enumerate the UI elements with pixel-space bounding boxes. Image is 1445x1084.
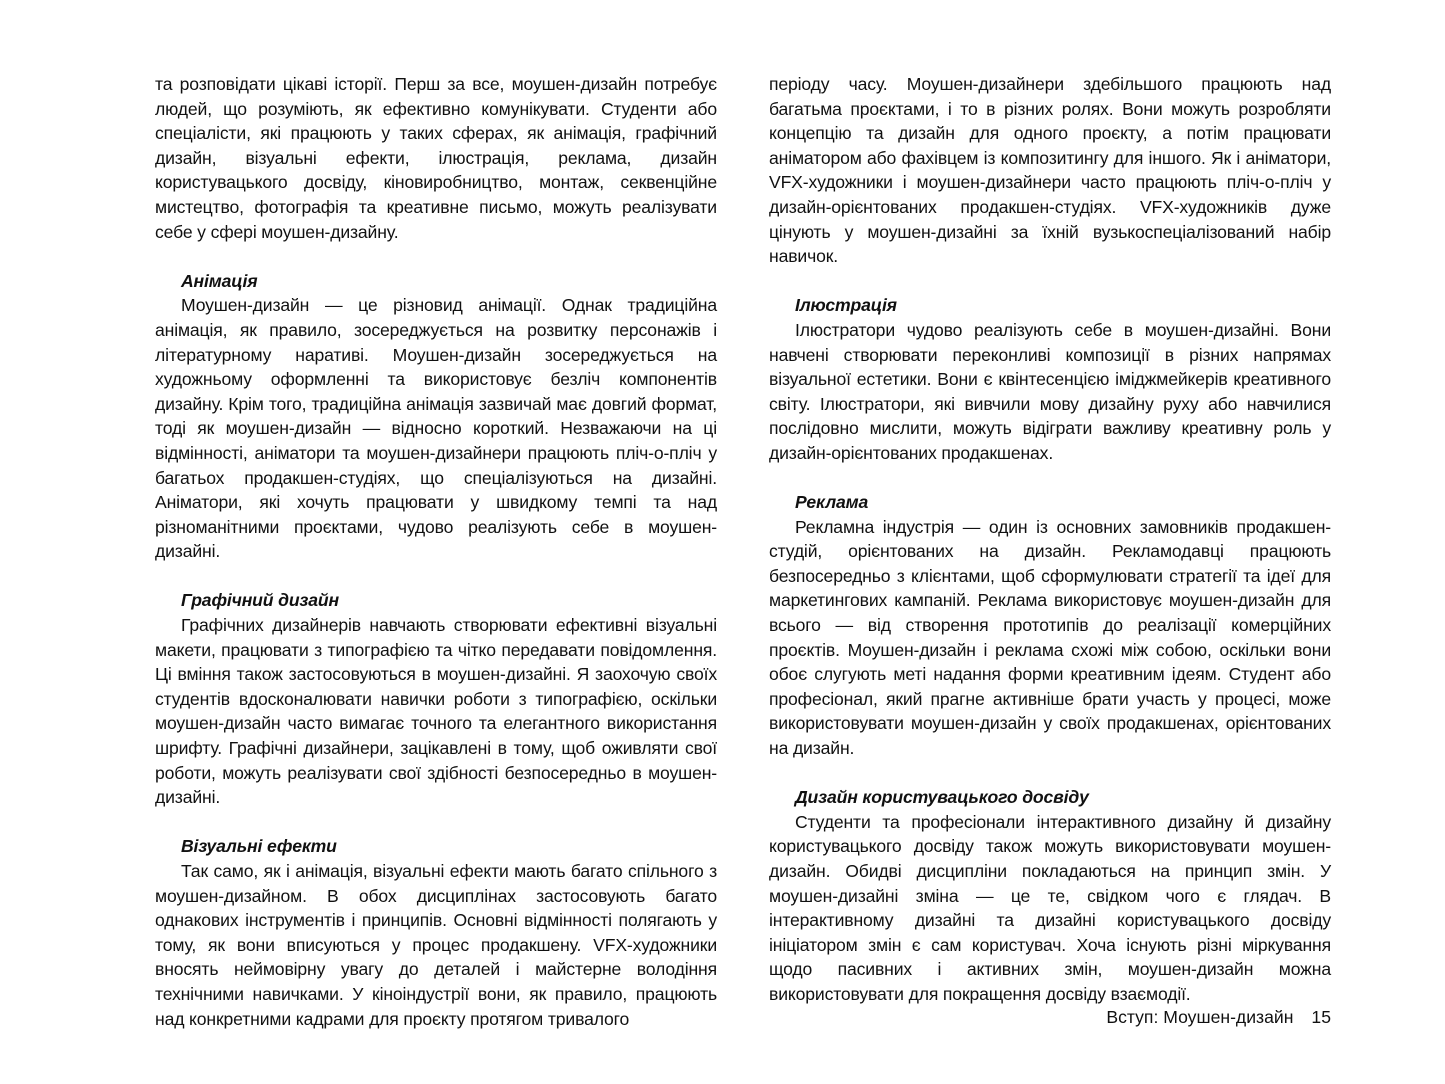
section-spacer [769, 269, 1331, 294]
section-spacer [155, 564, 717, 589]
section-body-illustration: Ілюстратори чудово реалізують себе в моушен-дизайні. Вони навчені створювати переконливі композиції в різних напрямах візуальної естетики. Вони є квінтесенцією іміджмейкерів креативного світу. Ілюстратори, які вивчили мову дизайну руху або навчилися послідовно мислити, можуть відіграти важливу креативну роль у дизайн-орієнтованих продакшенах. [769, 319, 1331, 463]
right-column [769, 72, 1331, 1007]
section-body-graphic-design: Графічних дизайнерів навчають створювати ефективні візуальні макети, працювати з типографією та чітко передавати повідомлення. Ці вміння також застосовуються в моушен-дизайні. Я заохочую своїх студентів вдосконалювати навички роботи з типографією, оскільки моушен-дизайн часто вимагає точного та елегантного використання шрифту. Графічні дизайнери, зацікавлені в тому, щоб оживляти свої роботи, можуть реалізувати свої здібності безпосередньо в моушен-дизайні. [155, 615, 717, 808]
section-heading-ux-design: Дизайн користувацького досвіду [795, 787, 1089, 808]
continuation-paragraph: періоду часу. Моушен-дизайнери здебільшого працюють над багатьма проєктами, і то в різних ролях. Вони можуть розробляти концепцію та дизайн для одного проєкту, а потім працювати аніматором або фахівцем із композитингу для іншого. Як і аніматори, VFX-художники і моушен-дизайнери часто працюють пліч-о-пліч у дизайн-орієнтованих продакшен-студіях. VFX-художників дуже цінують у моушен-дизайні за їхній вузькоспеціалізований набір навичок. [769, 74, 1331, 267]
section-spacer [155, 810, 717, 835]
section-body-animation: Моушен-дизайн — це різновид анімації. Однак традиційна анімація, як правило, зосереджується на розвитку персонажів і літературному наративі. Моушен-дизайн зосереджується на художньому оформленні та використовує безліч компонентів дизайну. Крім того, традиційна анімація зазвичай має довгий формат, тоді як моушен-дизайн — відносно короткий. Незважаючи на ці відмінності, аніматори та моушен-дизайнери працюють пліч-о-пліч у багатьох продакшен-студіях, що спеціалізуються на дизайні. Аніматори, які хочуть працювати у швидкому темпі та над різноманітними проєктами, чудово реалізують себе в моушен-дизайні. [155, 295, 717, 562]
intro-paragraph: та розповідати цікаві історії. Перш за все, моушен-дизайн потребує людей, що розуміють, як ефективно комунікувати. Студенти або спеціалісти, які працюють у таких сферах, як анімація, графічний дизайн, візуальні ефекти, ілюстрація, реклама, дизайн користувацького досвіду, кіновиробництво, монтаж, секвенційне мистецтво, фотографія та креативне письмо, можуть реалізувати себе у сфері моушен-дизайну. [155, 74, 717, 242]
section-body-advertising: Рекламна індустрія — один із основних замовників продакшен-студій, орієнтованих на дизайн. Рекламодавці працюють безпосередньо з клієнтами, щоб сформулювати стратегії та ідеї для маркетингових кампаній. Реклама використовує моушен-дизайн для всього — від створення прототипів до реалізації комерційних проєктів. Моушен-дизайн і реклама схожі між собою, оскільки вони обоє слугують меті надання форми креативним ідеям. Студент або професіонал, який прагне активніше брати участь у процесі, може використовувати моушен-дизайн у своїх продакшенах, орієнтованих на дизайн. [769, 516, 1331, 759]
section-spacer [155, 244, 717, 269]
section-spacer [769, 466, 1331, 491]
section-heading-animation: Анімація [181, 270, 258, 291]
page-number: 15 [1311, 1007, 1331, 1027]
section-spacer [769, 761, 1331, 786]
left-column [155, 72, 717, 1031]
section-heading-visual-effects: Візуальні ефекти [181, 836, 337, 857]
section-heading-graphic-design: Графічний дизайн [181, 590, 339, 611]
section-body-ux-design: Студенти та професіонали інтерактивного дизайну й дизайну користувацького досвіду також можуть використовувати моушен-дизайн. Обидві дисципліни покладаються на принцип змін. У моушен-дизайні зміна — це те, свідком чого є глядач. В інтерактивному дизайні та дизайні користувацького досвіду ініціатором змін є сам користувач. Хоча існують різні міркування щодо пасивних і активних змін, моушен-дизайн можна використовувати для покращення досвіду взаємодії. [769, 811, 1331, 1004]
section-heading-advertising: Реклама [795, 492, 869, 513]
section-body-visual-effects: Так само, як і анімація, візуальні ефекти мають багато спільного з моушен-дизайном. В обох дисциплінах застосовують багато однакових інструментів і принципів. Основні відмінності полягають у тому, як вони вписуються у процес продакшену. VFX-художники вносять неймовірну увагу до деталей і майстерне володіння технічними навичками. У кіноіндустрії вони, як правило, працюють над конкретними кадрами для проєкту протягом тривалого [155, 861, 717, 1029]
section-heading-illustration: Ілюстрація [795, 295, 897, 316]
page-footer [1000, 1005, 1331, 1029]
running-head: Вступ: Моушен-дизайн [1106, 1007, 1294, 1027]
